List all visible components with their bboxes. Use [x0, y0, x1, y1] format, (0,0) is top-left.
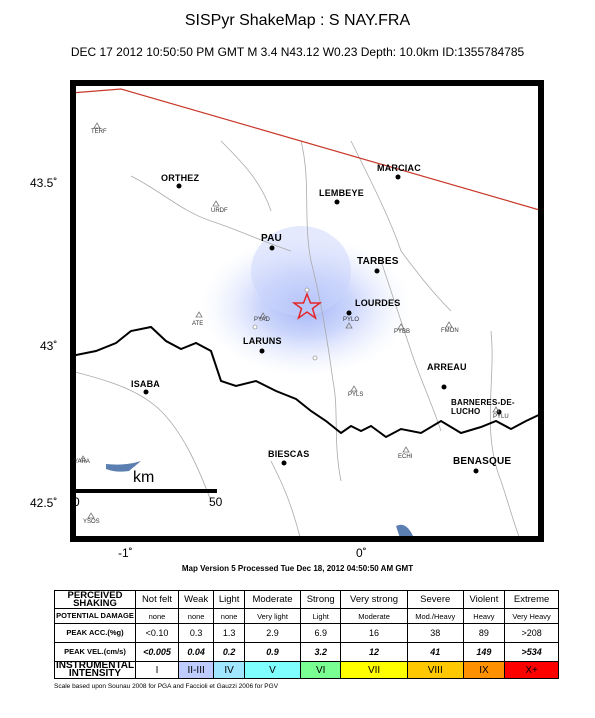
intensity-cell: VII	[341, 662, 407, 679]
legend-cell: 0.3	[179, 624, 214, 643]
station-label: PYLU	[493, 414, 509, 420]
legend-cell: Extreme	[505, 591, 559, 609]
legend-cell: Moderate	[341, 609, 407, 624]
lat-label-43-5: 43.5˚	[30, 176, 58, 190]
map-frame-bottom	[71, 536, 543, 541]
intensity-cell: VI	[301, 662, 341, 679]
legend-cell: 0.2	[214, 643, 245, 662]
event-subtitle: DEC 17 2012 10:50:50 PM GMT M 3.4 N43.12 W0.23 Depth: 10.0km ID:1355784785	[70, 45, 525, 59]
place-label: PAU	[261, 233, 282, 244]
lon-label-minus-1: -1˚	[118, 546, 133, 560]
intensity-cell: I	[135, 662, 178, 679]
legend-cell: Violent	[463, 591, 504, 609]
legend-row-velocity	[55, 643, 559, 662]
scale-start: 0	[73, 495, 80, 509]
lon-label-0: 0˚	[356, 546, 367, 560]
map-frame-left	[71, 81, 76, 541]
legend-cell: Moderate	[244, 591, 300, 609]
place-label: LARUNS	[243, 336, 282, 346]
legend-header: PERCEIVED SHAKING	[55, 591, 136, 609]
station-label: PYLO	[343, 317, 360, 323]
map-frame-right	[538, 81, 543, 541]
legend-cell: 6.9	[301, 624, 341, 643]
legend-cell: none	[135, 609, 178, 624]
legend-cell: 89	[463, 624, 504, 643]
legend-row-shaking	[55, 591, 559, 609]
intensity-cell: VIII	[407, 662, 463, 679]
legend-cell: >534	[505, 643, 559, 662]
legend-cell: >208	[505, 624, 559, 643]
station-label: URDF	[211, 208, 228, 214]
place-label: TARBES	[357, 256, 399, 267]
legend-cell: none	[214, 609, 245, 624]
legend-cell: Very Heavy	[505, 609, 559, 624]
legend-cell: <0.10	[135, 624, 178, 643]
river-line	[490, 331, 521, 541]
station-label: PYLS	[348, 392, 364, 398]
legend-cell: 16	[341, 624, 407, 643]
legend-cell: 0.04	[179, 643, 214, 662]
legend-cell: 41	[407, 643, 463, 662]
legend-header: POTENTIAL DAMAGE	[55, 609, 136, 624]
place-label: BARNERES-DE-LUCHO	[451, 398, 515, 416]
place-label: ISABA	[131, 379, 161, 389]
place-label: LOURDES	[355, 298, 401, 308]
river-line	[271, 461, 301, 541]
legend-cell: Severe	[407, 591, 463, 609]
legend-cell: Heavy	[463, 609, 504, 624]
legend-cell: 0.9	[244, 643, 300, 662]
legend-cell: Weak	[179, 591, 214, 609]
shakemap	[70, 80, 544, 542]
place-label: MARCIAC	[377, 163, 421, 173]
station-label: FMON	[441, 328, 459, 334]
legend-cell: Not felt	[135, 591, 178, 609]
station-label: ATE	[192, 321, 204, 327]
place-label: BENASQUE	[453, 456, 512, 467]
scale-bar	[71, 489, 217, 493]
legend-header: INSTRUMENTAL INTENSITY	[56, 660, 135, 679]
version-text: Map Version 5 Processed Tue Dec 18, 2012 04:50:50 AM GMT	[181, 564, 414, 573]
intensity-cell: IX	[463, 662, 504, 679]
intensity-legend	[54, 590, 559, 679]
place-label: BIESCAS	[268, 449, 310, 459]
scale-end: 50	[209, 495, 223, 509]
river-line	[221, 141, 271, 211]
station-label: ECHI	[398, 454, 413, 460]
legend-cell: 12	[341, 643, 407, 662]
place-label: LEMBEYE	[319, 188, 364, 198]
legend-cell: 38	[407, 624, 463, 643]
legend-cell: 1.3	[214, 624, 245, 643]
place-label: ARREAU	[427, 362, 467, 372]
intensity-cell: II-III	[179, 662, 214, 679]
legend-cell: none	[179, 609, 214, 624]
legend-cell: Very strong	[341, 591, 407, 609]
intensity-cell: V	[244, 662, 300, 679]
legend-cell: 2.9	[244, 624, 300, 643]
lat-label-42-5: 42.5˚	[30, 496, 58, 510]
map-frame-top	[71, 81, 543, 86]
footnote: Scale based upon Sounau 2008 for PGA and Faccioli et Gauzzi 2006 for PGV	[54, 683, 279, 690]
lat-label-43: 43˚	[40, 339, 58, 353]
place-label: ORTHEZ	[161, 173, 200, 183]
legend-cell: Light	[301, 609, 341, 624]
intensity-cell: IV	[214, 662, 245, 679]
legend-cell: 3.2	[301, 643, 341, 662]
legend-header: PEAK ACC.(%g)	[55, 624, 136, 643]
intensity-cell: X+	[505, 662, 559, 679]
legend-header: PEAK VEL.(cm/s)	[55, 643, 136, 662]
legend-row-damage	[55, 609, 559, 624]
legend-cell: Very light	[244, 609, 300, 624]
map-title: SISPyr ShakeMap : S NAY.FRA	[184, 12, 411, 29]
fault-line	[71, 89, 543, 211]
station-label: PYAD	[254, 317, 270, 323]
legend-row-intensity	[55, 662, 559, 679]
station-label: TERF	[91, 129, 107, 135]
legend-cell: Mod./Heavy	[407, 609, 463, 624]
legend-cell: <0.005	[135, 643, 178, 662]
scale-unit: km	[133, 469, 155, 486]
legend-row-acceleration	[55, 624, 559, 643]
legend-cell: Light	[214, 591, 245, 609]
legend-cell: Strong	[301, 591, 341, 609]
station-label: YARA	[74, 459, 90, 465]
station-label: YSOS	[83, 519, 100, 525]
station-label: PYBB	[394, 329, 411, 335]
legend-cell: 149	[463, 643, 504, 662]
